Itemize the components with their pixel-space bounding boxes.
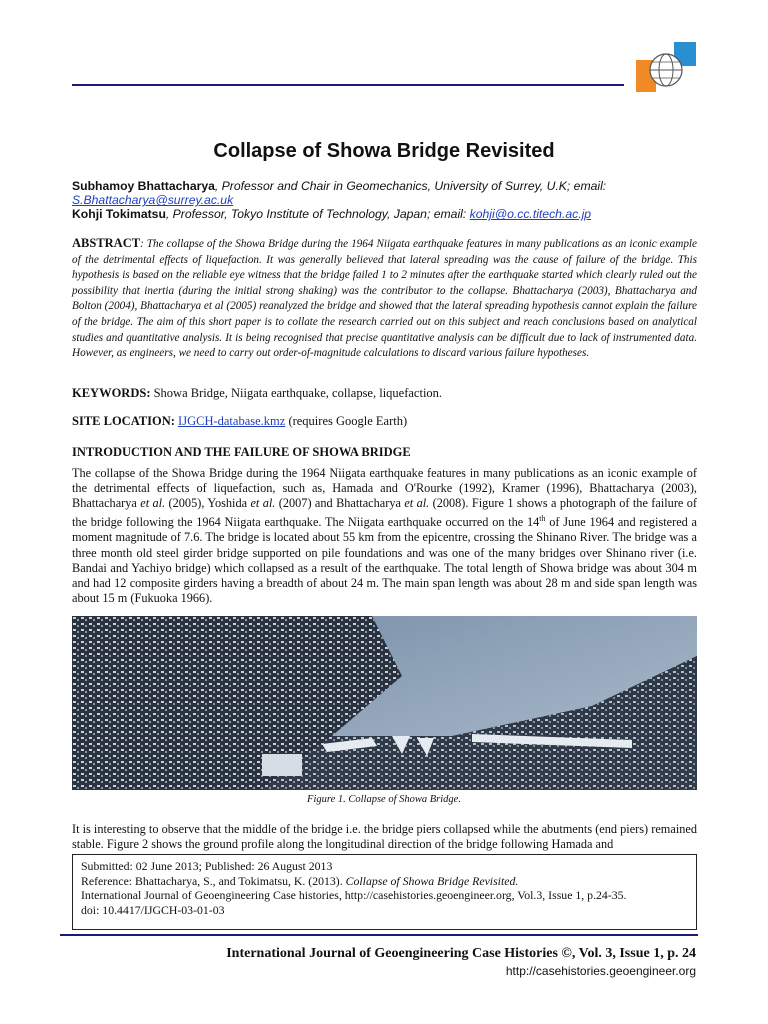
kmz-link[interactable]: IJGCH-database.kmz <box>178 414 286 428</box>
section-heading: INTRODUCTION AND THE FAILURE OF SHOWA BRIDGE <box>72 445 411 459</box>
reference-line: Reference: Bhattacharya, S., and Tokimatsu, K. (2013). Collapse of Showa Bridge Revisited. <box>81 873 519 888</box>
abstract-label: ABSTRACT <box>72 236 141 250</box>
submission-dates: Submitted: 02 June 2013; Published: 26 August 2013 <box>81 859 333 873</box>
paper-title: Collapse of Showa Bridge Revisited <box>213 140 555 162</box>
footer-rule <box>60 934 698 936</box>
author-1-email-link[interactable]: S.Bhattacharya@surrey.ac.uk <box>72 193 234 208</box>
keywords <box>72 386 442 401</box>
author-2-name: Kohji Tokimatsu <box>72 207 166 222</box>
author-2-email-link[interactable]: kohji@o.cc.titech.ac.jp <box>469 207 592 222</box>
footer-url[interactable]: http://casehistories.geoengineer.org <box>505 964 696 978</box>
site-location <box>72 414 407 429</box>
bridge-collapse-photo <box>72 616 697 790</box>
abstract-text: : The collapse of the Showa Bridge during the 1964 Niigata earthquake features in many publications as an iconic example of the detrimental effects of liquefaction. It was generally believed that lateral spreading was the cause of failure of the bridge. This hypothesis is based on the reliable eye witness that the bridge failed 1 to 2 minutes after the earthquake started which clearly ruled out the possibility that inertia (during the initial strong shaking) was the contributor to the collapse. Bhattacharya (2003), Bhattacharya and Bolton (2004), Bhattacharya et al (2005) reanalyzed the bridge and showed that the lateral spreading hypothesis cannot explain the failure of the bridge. The aim of this short paper is to collate the research carried out on this subject and reach conclusions based on analytical studies and quantitative analysis. It is being recognised that precise quantitative analysis can be difficult due to lack of instrumented data. However, as engineers, we need to carry out order-of-magnitude calculations to discard various failure hypotheses. <box>72 238 697 360</box>
journal-line: International Journal of Geoengineering Case histories, http://casehistories.geoengineer.org, Vol.3, Issue 1, p.24-35. <box>81 888 627 903</box>
doi-line: doi: 10.4417/IJGCH-03-01-03 <box>81 902 225 917</box>
figure-1-photo <box>72 616 697 790</box>
author-1-affiliation: , Professor and Chair in Geomechanics, University of Surrey, U.K; email: <box>214 179 607 193</box>
site-location-label: SITE LOCATION: <box>72 414 175 428</box>
author-1 <box>72 179 697 193</box>
journal-logo-icon <box>636 42 696 92</box>
abstract <box>72 236 697 362</box>
figure-caption: Figure 1. Collapse of Showa Bridge. <box>307 794 461 805</box>
author-2 <box>72 207 697 221</box>
author-1-name: Subhamoy Bhattacharya <box>72 179 215 193</box>
site-location-note: (requires Google Earth) <box>288 414 408 428</box>
intro-paragraph: The collapse of the Showa Bridge during the 1964 Niigata earthquake features in many publications as an iconic example of the detrimental effects of liquefaction, such as, Hamada and O'Rourke (1992), Kramer (1996), Bhattacharya (2003), Bhattacharya et al. (2005), Yoshida et al. (2007) and Bhattacharya et al. (2008). Figure 1 shows a photograph of the failure of the bridge following the 1964 Niigata earthquake. The Niigata earthquake occurred on the 14th of June 1964 and registered a moment magnitude of 7.6. The bridge is located about 55 km from the epicentre, crossing the Shinano River. The bridge was a three month old steel girder bridge supported on pile foundations and was one of the many bridges over Shinano river (i.e. Bandai and Yachiyo bridge) which collapsed as a result of the earthquake. The total length of Showa bridge was about 304 m and had 12 composite girders having a breadth of about 24 m. The main span length was about 28 m and side span length was about 15 m (Fukuoka 1966). <box>72 466 697 605</box>
footer-journal: International Journal of Geoengineering Case Histories ©, Vol. 3, Issue 1, p. 24 <box>226 946 696 961</box>
header-rule <box>72 84 624 86</box>
paragraph-2: It is interesting to observe that the middle of the bridge i.e. the bridge piers collapsed while the abutments (end piers) remained stable. Figure 2 shows the ground profile along the longitudinal direction of the bridge following Hamada and <box>72 822 697 852</box>
author-block <box>72 179 697 222</box>
keywords-text: Showa Bridge, Niigata earthquake, collapse, liquefaction. <box>153 386 443 400</box>
author-2-affiliation: , Professor, Tokyo Institute of Technology, Japan; email: <box>165 207 467 222</box>
submission-box <box>72 854 697 930</box>
keywords-label: KEYWORDS: <box>72 386 151 400</box>
